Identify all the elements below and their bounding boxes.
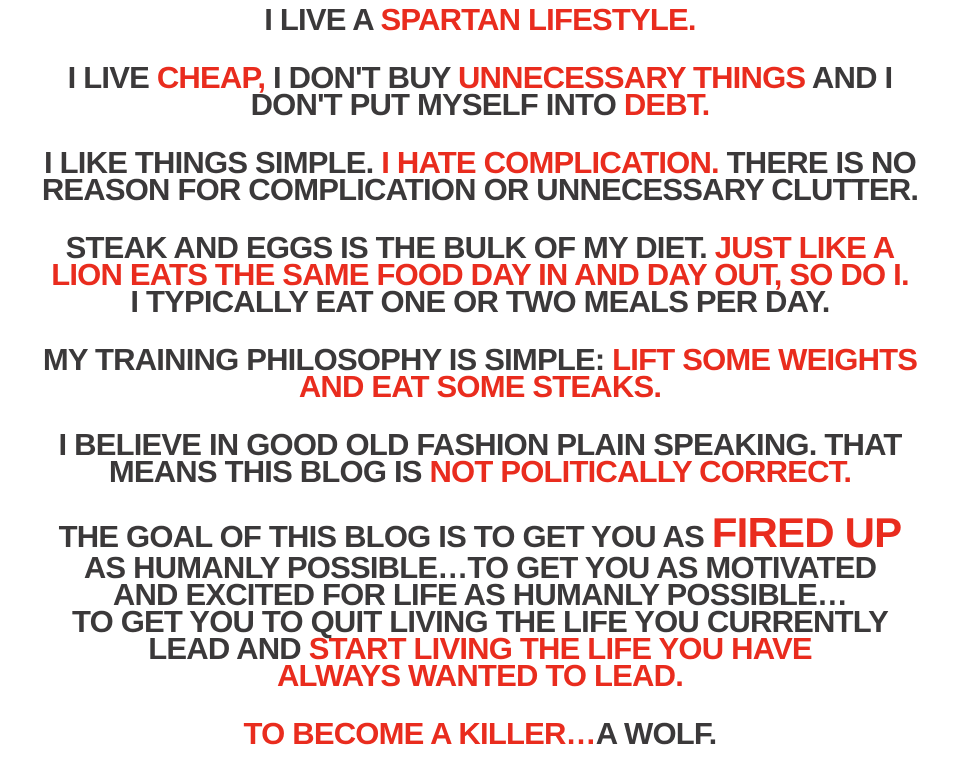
emphasis-text: AND EAT SOME STEAKS.: [298, 369, 662, 404]
emphasis-text: UNNECESSARY THINGS: [457, 60, 806, 95]
text-line: [0, 658, 960, 693]
body-text: I TYPICALLY EAT ONE OR TWO MEALS PER DAY.: [130, 284, 830, 319]
text-line: [0, 2, 960, 37]
body-text: REASON FOR COMPLICATION OR UNNECESSARY CLUTTER.: [41, 172, 919, 207]
emphasis-text: SPARTAN LIFESTYLE.: [380, 2, 696, 37]
body-text: A WOLF.: [595, 716, 717, 751]
body-text: LEAD AND: [148, 631, 309, 666]
emphasis-text: START LIVING THE LIFE YOU HAVE: [308, 631, 812, 666]
text-line: [0, 172, 960, 207]
paragraph-blog-goal: [0, 509, 960, 693]
text-line: [0, 716, 960, 751]
body-text: I DON'T BUY: [265, 60, 458, 95]
paragraph-training-philosophy: [0, 342, 960, 404]
emphasis-text: I HATE COMPLICATION.: [381, 145, 719, 180]
paragraph-live-cheap: [0, 60, 960, 122]
emphasis-text: ALWAYS WANTED TO LEAD.: [276, 658, 684, 693]
body-text: THE GOAL OF THIS BLOG IS TO GET YOU AS: [58, 519, 712, 554]
emphasis-text: TO BECOME A KILLER…: [243, 716, 596, 751]
emphasis-text: CHEAP,: [156, 60, 266, 95]
body-text: THERE IS NO: [718, 145, 916, 180]
paragraph-list: [0, 2, 960, 751]
body-text: AND I: [805, 60, 893, 95]
text-line: [0, 87, 960, 122]
emphasis-text: LION EATS THE SAME FOOD DAY IN AND DAY OUT, SO DO I.: [51, 257, 909, 292]
emphasis-text: DEBT.: [623, 87, 710, 122]
paragraph-steak-and-eggs-diet: [0, 230, 960, 319]
paragraph-simple-no-complication: [0, 145, 960, 207]
text-line: [0, 509, 960, 556]
body-text: I LIVE A: [264, 2, 381, 37]
emphasis-text: LIFT SOME WEIGHTS: [612, 342, 918, 377]
text-line: [0, 454, 960, 489]
body-text: STEAK AND EGGS IS THE BULK OF MY DIET.: [65, 230, 715, 265]
body-text: MEANS THIS BLOG IS: [108, 454, 430, 489]
text-line: [0, 369, 960, 404]
text-line: [0, 284, 960, 319]
emphasis-text: NOT POLITICALLY CORRECT.: [429, 454, 852, 489]
paragraph-plain-speaking: [0, 427, 960, 489]
emphasis-text: FIRED UP: [711, 509, 902, 556]
body-text: I LIVE: [67, 60, 157, 95]
body-text: MY TRAINING PHILOSOPHY IS SIMPLE:: [42, 342, 613, 377]
body-text: I LIKE THINGS SIMPLE.: [44, 145, 382, 180]
body-text: I BELIEVE IN GOOD OLD FASHION PLAIN SPEAKING. THAT: [58, 427, 902, 462]
paragraph-spartan-lifestyle: [0, 2, 960, 37]
body-text: TO GET YOU TO QUIT LIVING THE LIFE YOU CURRENTLY: [72, 604, 888, 639]
emphasis-text: JUST LIKE A: [714, 230, 895, 265]
body-text: DON'T PUT MYSELF INTO: [250, 87, 624, 122]
body-text: AND EXCITED FOR LIFE AS HUMANLY POSSIBLE…: [112, 577, 848, 612]
paragraph-become-a-killer: [0, 716, 960, 751]
body-text: AS HUMANLY POSSIBLE…TO GET YOU AS MOTIVATED: [83, 550, 877, 585]
